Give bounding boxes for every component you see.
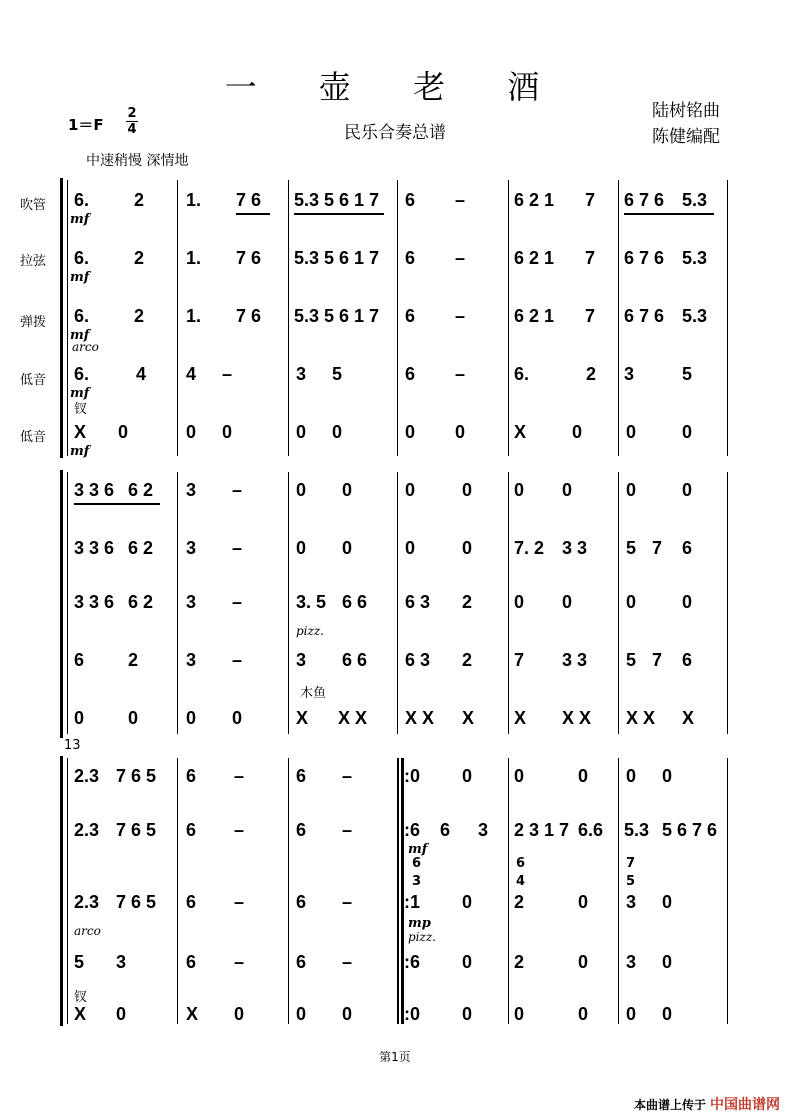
note: X: [462, 708, 475, 728]
note: X X: [626, 708, 656, 728]
note: 2: [134, 306, 145, 326]
barline: [177, 472, 178, 734]
dynamic-mf: mf: [70, 270, 90, 285]
note: 7: [585, 306, 596, 326]
note: 6.: [74, 364, 90, 384]
time-signature: [126, 106, 138, 137]
note: 6 2 1: [514, 306, 555, 326]
barline: [67, 180, 68, 456]
label-bass: 低音: [20, 373, 47, 388]
note: 0: [118, 422, 129, 442]
note: 2: [514, 952, 525, 972]
note: –: [455, 190, 466, 210]
note: 7. 2: [514, 538, 545, 558]
note: –: [234, 820, 245, 840]
dynamic-mf: mf: [70, 386, 90, 401]
note: 5: [332, 364, 343, 384]
note: 5: [626, 650, 637, 670]
note: 7 6: [236, 248, 262, 268]
note: 6: [186, 892, 197, 912]
note: X X: [405, 708, 435, 728]
note: 0: [234, 1004, 245, 1024]
note: –: [342, 892, 353, 912]
marking-cymbal: 钗: [74, 402, 88, 417]
note: 2: [462, 592, 473, 612]
note: 5.3: [624, 820, 650, 840]
note: 6.: [74, 248, 90, 268]
note: 6: [516, 856, 526, 871]
dynamic-mf: mf: [70, 212, 90, 227]
note: 5.3: [682, 190, 708, 210]
time-signature-bottom: 4: [127, 122, 137, 137]
note: 6.: [514, 364, 530, 384]
note: 6 6: [342, 592, 368, 612]
note: 3: [186, 480, 197, 500]
underline: [294, 213, 384, 215]
barline: [397, 180, 398, 456]
note: –: [342, 766, 353, 786]
note: –: [232, 592, 243, 612]
note: 0: [296, 422, 307, 442]
note: 0: [74, 708, 85, 728]
time-signature-top: 2: [127, 106, 137, 121]
barline: [177, 758, 178, 1024]
system2-bracket: [60, 470, 63, 738]
note: 0: [296, 538, 307, 558]
note: 0: [186, 708, 197, 728]
score-subtitle: 民乐合奏总谱: [344, 123, 446, 143]
barline: [67, 758, 68, 1024]
tempo-marking: 中速稍慢 深情地: [86, 153, 189, 169]
note: 3: [296, 364, 307, 384]
note: 3: [412, 874, 422, 889]
note: 7: [652, 538, 663, 558]
note: 6: [405, 190, 416, 210]
note: –: [342, 820, 353, 840]
barline: [288, 180, 289, 456]
barline: [177, 180, 178, 456]
note: 0: [342, 1004, 353, 1024]
note: 0: [462, 952, 473, 972]
note: 0: [462, 766, 473, 786]
note: X X: [562, 708, 592, 728]
note: 0: [662, 1004, 673, 1024]
note: 0: [682, 592, 693, 612]
note: 0: [405, 422, 416, 442]
note: :1: [404, 892, 421, 912]
barline: [508, 472, 509, 734]
note: 6 2 1: [514, 190, 555, 210]
note: 6: [412, 856, 422, 871]
note: 0: [514, 1004, 525, 1024]
note: 3. 5: [296, 592, 327, 612]
note: 6 2: [128, 538, 154, 558]
note: 6 7 6: [624, 248, 665, 268]
note: X X: [338, 708, 368, 728]
note: 3 3: [562, 538, 588, 558]
upload-note: 本曲谱上传于: [633, 1098, 706, 1112]
marking-pizz: pizz.: [408, 930, 436, 944]
note: –: [234, 766, 245, 786]
note: 3: [296, 650, 307, 670]
note: 6: [186, 820, 197, 840]
note: 6 7 6: [624, 190, 665, 210]
note: X: [514, 422, 527, 442]
note: :0: [404, 1004, 421, 1024]
page-title: 一 壶 老 酒: [224, 68, 566, 106]
barline: [727, 472, 728, 734]
note: 2 3 1 7: [514, 820, 570, 840]
note: 0: [626, 1004, 637, 1024]
note: 1.: [186, 248, 202, 268]
site-logo[interactable]: 中国曲谱网: [710, 1097, 780, 1113]
note: 6 2: [128, 480, 154, 500]
note: 0: [514, 480, 525, 500]
note: 0: [462, 1004, 473, 1024]
composer-credit: 陆树铭曲: [652, 101, 720, 121]
note: 1.: [186, 306, 202, 326]
note: 0: [682, 480, 693, 500]
note: 6.: [74, 306, 90, 326]
note: 6.: [74, 190, 90, 210]
note: 3: [186, 650, 197, 670]
arranger-credit: 陈健编配: [652, 127, 720, 147]
note: 5.3 5 6 1 7: [294, 190, 380, 210]
note: 0: [332, 422, 343, 442]
note: X: [74, 1004, 87, 1024]
note: 0: [562, 592, 573, 612]
note: 0: [626, 766, 637, 786]
note: 6.6: [578, 820, 604, 840]
note: 5.3 5 6 1 7: [294, 248, 380, 268]
underline: [236, 213, 270, 215]
note: 4: [186, 364, 197, 384]
note: 0: [462, 538, 473, 558]
repeat-barline: [401, 758, 404, 1024]
note: 3 3 6: [74, 592, 115, 612]
note: 2: [134, 248, 145, 268]
note: 0: [128, 708, 139, 728]
note: 0: [455, 422, 466, 442]
note: 0: [562, 480, 573, 500]
barline: [618, 180, 619, 456]
note: 2: [514, 892, 525, 912]
label-plucked: 弹拨: [20, 315, 47, 330]
note: 7 6: [236, 190, 262, 210]
note: 5.3 5 6 1 7: [294, 306, 380, 326]
barline: [288, 472, 289, 734]
barline: [727, 758, 728, 1024]
note: 7: [514, 650, 525, 670]
marking-arco: arco: [74, 924, 101, 938]
note: 3 3: [562, 650, 588, 670]
note: –: [455, 306, 466, 326]
note: 0: [626, 480, 637, 500]
note: :6: [404, 820, 421, 840]
note: 0: [405, 480, 416, 500]
note: 0: [514, 766, 525, 786]
system3-bracket: [60, 756, 63, 1026]
note: –: [342, 952, 353, 972]
marking-woodblock: 木鱼: [300, 686, 327, 701]
note: 3: [116, 952, 127, 972]
note: 6: [296, 892, 307, 912]
note: 0: [662, 766, 673, 786]
note: 6: [405, 248, 416, 268]
barline: [508, 180, 509, 456]
label-strings: 拉弦: [20, 254, 47, 269]
note: 0: [296, 480, 307, 500]
note: 0: [572, 422, 583, 442]
barline: [727, 180, 728, 456]
note: –: [234, 952, 245, 972]
note: 0: [405, 538, 416, 558]
note: 7 6 5: [116, 766, 157, 786]
note: 5: [626, 538, 637, 558]
note: 5: [626, 874, 636, 889]
note: 0: [578, 892, 589, 912]
note: 5: [74, 952, 85, 972]
marking-arco: arco: [72, 340, 99, 354]
note: 7: [585, 248, 596, 268]
system1-bracket: [60, 178, 63, 458]
note: 3: [478, 820, 489, 840]
dynamic-mp: mp: [408, 916, 431, 931]
note: 6 3: [405, 592, 431, 612]
note: –: [232, 650, 243, 670]
note: 5.3: [682, 248, 708, 268]
note: 2: [134, 190, 145, 210]
barline: [618, 758, 619, 1024]
note: 6: [74, 650, 85, 670]
note: 3: [186, 538, 197, 558]
note: 5: [682, 364, 693, 384]
underline: [74, 503, 160, 505]
note: 6: [682, 538, 693, 558]
note: 2.3: [74, 766, 100, 786]
dynamic-mf: mf: [70, 444, 90, 459]
note: –: [455, 248, 466, 268]
note: 3 3 6: [74, 480, 115, 500]
note: 1.: [186, 190, 202, 210]
note: 7 6: [236, 306, 262, 326]
page-number: 第1页: [379, 1050, 411, 1064]
note: 0: [578, 1004, 589, 1024]
note: X: [74, 422, 87, 442]
note: 4: [516, 874, 526, 889]
note: X: [682, 708, 695, 728]
note: 0: [682, 422, 693, 442]
note: 3: [624, 364, 635, 384]
note: X: [186, 1004, 199, 1024]
note: 0: [222, 422, 233, 442]
note: –: [234, 892, 245, 912]
double-barline: [397, 758, 399, 1024]
note: 0: [578, 952, 589, 972]
note: 6: [440, 820, 451, 840]
note: 0: [186, 422, 197, 442]
marking-pizz: pizz.: [296, 624, 324, 638]
note: 2.3: [74, 820, 100, 840]
underline: [624, 213, 714, 215]
note: 7: [652, 650, 663, 670]
note: 3: [186, 592, 197, 612]
note: 0: [662, 952, 673, 972]
note: 0: [514, 592, 525, 612]
note: 5.3: [682, 306, 708, 326]
note: –: [232, 480, 243, 500]
note: X: [296, 708, 309, 728]
barline: [618, 472, 619, 734]
note: 0: [232, 708, 243, 728]
note: 5 6 7 6: [662, 820, 718, 840]
note: 7 6 5: [116, 820, 157, 840]
dynamic-mf: mf: [408, 842, 428, 857]
marking-cymbal: 钗: [74, 990, 88, 1005]
measure-number: 13: [64, 738, 81, 753]
note: 6: [296, 952, 307, 972]
note: :6: [404, 952, 421, 972]
note: –: [455, 364, 466, 384]
note: 7 6 5: [116, 892, 157, 912]
barline: [397, 472, 398, 734]
note: 0: [578, 766, 589, 786]
label-percussion: 低音: [20, 430, 47, 445]
note: 6: [296, 820, 307, 840]
note: 6 3: [405, 650, 431, 670]
barline: [288, 758, 289, 1024]
note: 3: [626, 952, 637, 972]
note: 0: [342, 538, 353, 558]
note: 0: [342, 480, 353, 500]
note: 0: [462, 480, 473, 500]
note: 0: [116, 1004, 127, 1024]
label-wind: 吹管: [20, 198, 47, 213]
note: 3: [626, 892, 637, 912]
note: 3 3 6: [74, 538, 115, 558]
note: 0: [296, 1004, 307, 1024]
note: 6: [186, 766, 197, 786]
note: 6: [186, 952, 197, 972]
note: 2: [586, 364, 597, 384]
barline: [67, 472, 68, 734]
note: 0: [662, 892, 673, 912]
key-signature: 1＝F: [68, 116, 104, 134]
note: 4: [136, 364, 147, 384]
note: 6 2 1: [514, 248, 555, 268]
note: 6 2: [128, 592, 154, 612]
note: 6 7 6: [624, 306, 665, 326]
note: 6: [682, 650, 693, 670]
note: –: [232, 538, 243, 558]
note: 7: [626, 856, 636, 871]
note: 0: [626, 592, 637, 612]
note: 6: [296, 766, 307, 786]
note: 0: [626, 422, 637, 442]
note: 6 6: [342, 650, 368, 670]
note: 6: [405, 306, 416, 326]
note: 2.3: [74, 892, 100, 912]
note: 6: [405, 364, 416, 384]
note: :0: [404, 766, 421, 786]
note: –: [222, 364, 233, 384]
dynamic-mf: mf: [70, 328, 90, 343]
note: 0: [462, 892, 473, 912]
note: 2: [462, 650, 473, 670]
barline: [508, 758, 509, 1024]
note: 2: [128, 650, 139, 670]
note: 7: [585, 190, 596, 210]
note: X: [514, 708, 527, 728]
